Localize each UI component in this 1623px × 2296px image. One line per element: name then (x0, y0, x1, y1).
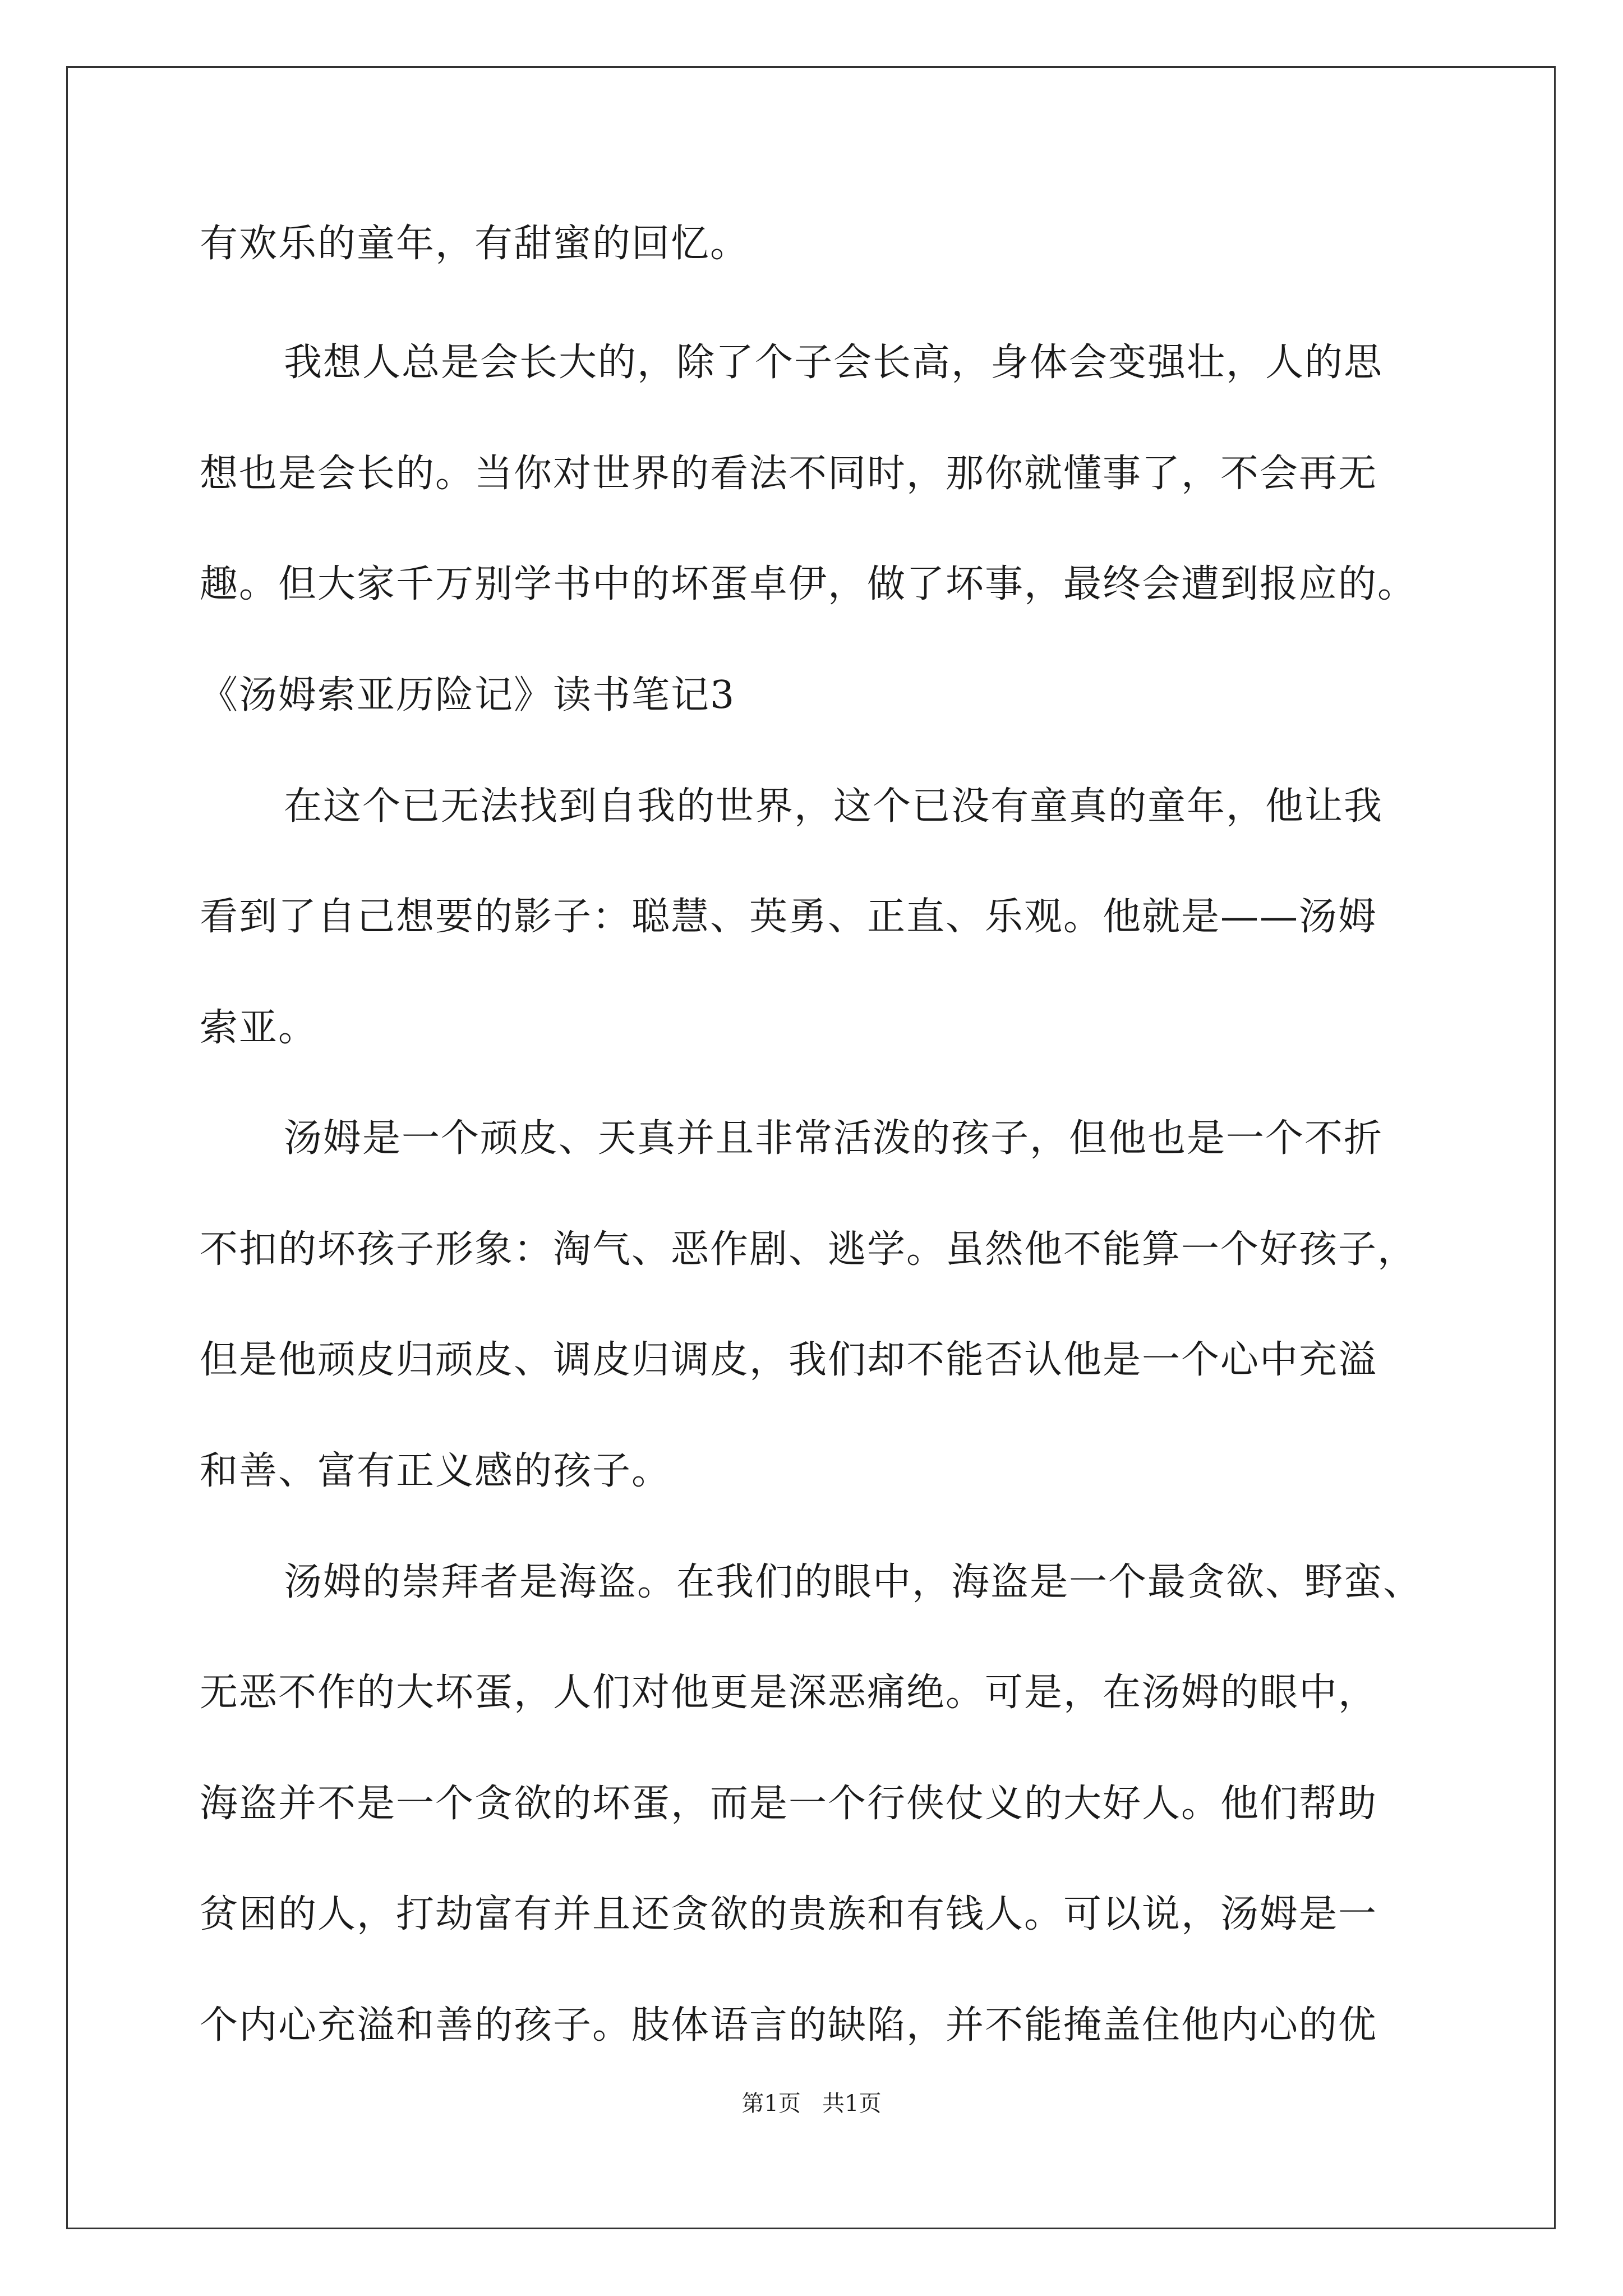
text-line: 有欢乐的童年，有甜蜜的回忆。 (200, 222, 750, 266)
text-line: 海盗并不是一个贪欲的坏蛋，而是一个行侠仗义的大好人。他们帮助 (200, 1782, 1378, 1826)
text-line: 索亚。 (200, 1006, 318, 1050)
section-heading: 《汤姆索亚历险记》读书笔记3 (200, 673, 736, 717)
text-line: 贫困的人，打劫富有并且还贪欲的贵族和有钱人。可以说，汤姆是一 (200, 1892, 1378, 1936)
page-number-footer: 第1页 共1页 (741, 2091, 882, 2116)
text-line: 和善、富有正义感的孩子。 (200, 1449, 671, 1493)
paragraph-first-line: 汤姆的崇拜者是海盗。在我们的眼中，海盗是一个最贪欲、野蛮、 (284, 1560, 1423, 1604)
text-line: 不扣的坏孩子形象：淘气、恶作剧、逃学。虽然他不能算一个好孩子， (200, 1227, 1417, 1272)
text-line: 但是他顽皮归顽皮、调皮归调皮，我们却不能否认他是一个心中充溢 (200, 1338, 1378, 1382)
text-line: 无恶不作的大坏蛋，人们对他更是深恶痛绝。可是，在汤姆的眼中， (200, 1671, 1378, 1715)
text-line: 个内心充溢和善的孩子。肢体语言的缺陷，并不能掩盖住他内心的优 (200, 2003, 1378, 2047)
paragraph-first-line: 我想人总是会长大的，除了个子会长高，身体会变强壮，人的思 (284, 341, 1384, 385)
paragraph-first-line: 在这个已无法找到自我的世界，这个已没有童真的童年，他让我 (284, 784, 1384, 829)
text-line: 趣。但大家千万别学书中的坏蛋卓伊，做了坏事，最终会遭到报应的。 (200, 562, 1417, 606)
text-line: 想也是会长的。当你对世界的看法不同时，那你就懂事了，不会再无 (200, 452, 1378, 496)
paragraph-first-line: 汤姆是一个顽皮、天真并且非常活泼的孩子，但他也是一个不折 (284, 1116, 1384, 1161)
text-line: 看到了自己想要的影子：聪慧、英勇、正直、乐观。他就是——汤姆 (200, 895, 1378, 939)
